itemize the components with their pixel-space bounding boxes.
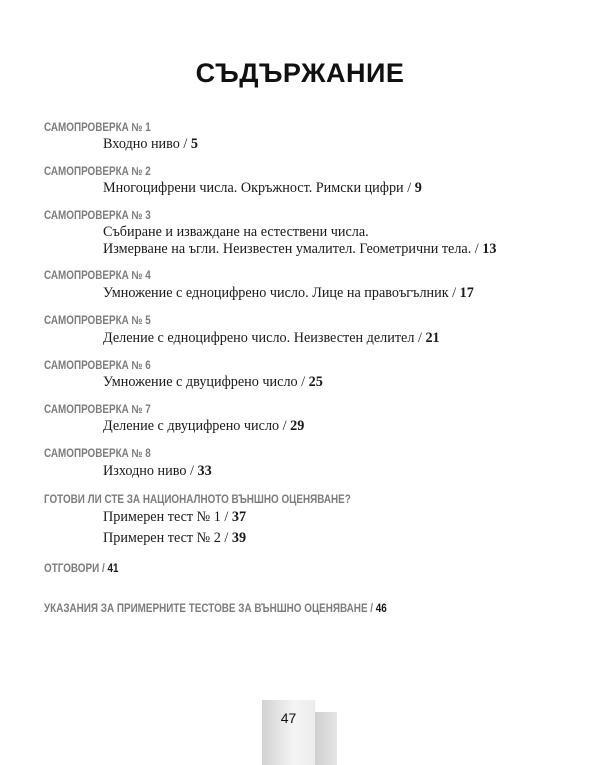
page-number: 47 [280, 710, 297, 726]
toc-line [103, 136, 198, 153]
section-heading-8: САМОПРОВЕРКА № 8 [44, 448, 151, 460]
toc-page-number: 37 [231, 509, 247, 525]
section-heading-7: САМОПРОВЕРКА № 7 [44, 404, 151, 416]
toc-line-text: Измерване на ъгли. Неизвестен умалител. Геометрични тела. / [103, 241, 483, 257]
section-heading-10 [44, 563, 118, 575]
toc-line [103, 224, 369, 241]
section-heading-5: САМОПРОВЕРКА № 5 [44, 315, 151, 327]
section-heading-9: ГОТОВИ ЛИ СТЕ ЗА НАЦИОНАЛНОТО ВЪНШНО ОЦЕНЯВАНЕ? [44, 494, 351, 506]
section-heading-2: САМОПРОВЕРКА № 2 [44, 166, 151, 178]
toc-line-text: Примерен тест № 2 / [103, 530, 232, 546]
toc-page-number: 17 [459, 285, 474, 301]
toc-line [103, 530, 246, 547]
section-heading-3: САМОПРОВЕРКА № 3 [44, 210, 151, 222]
toc-line [103, 374, 323, 391]
toc-line [103, 285, 474, 302]
section-heading-6: САМОПРОВЕРКА № 6 [44, 360, 151, 372]
toc-line-text: Деление с двуцифрено число / [103, 418, 291, 434]
toc-page-number: 25 [308, 374, 323, 390]
toc-line-text: Събиране и изваждане на естествени числа. [103, 224, 369, 240]
toc-line-text: Многоцифрени числа. Окръжност. Римски цифри / [103, 180, 415, 196]
toc-page-number: 41 [107, 563, 119, 575]
section-heading-4: САМОПРОВЕРКА № 4 [44, 270, 151, 282]
toc-line-text: Деление с едноцифрено число. Неизвестен делител / [103, 330, 426, 346]
toc-line [103, 418, 304, 435]
section-heading-11 [44, 603, 387, 615]
toc-line-text: Изходно ниво / [103, 463, 198, 479]
toc-line [103, 180, 422, 197]
toc-line [103, 330, 440, 347]
toc-page-number: 46 [375, 603, 387, 615]
toc-line-text: Примерен тест № 1 / [103, 509, 232, 525]
section-heading-text: ОТГОВОРИ / [44, 563, 108, 575]
toc-line [103, 463, 212, 480]
toc-page-number: 21 [425, 330, 440, 346]
toc-line-text: Умножение с едноцифрено число. Лице на правоъгълник / [103, 285, 460, 301]
toc-page-number: 9 [414, 180, 422, 196]
section-heading-1: САМОПРОВЕРКА № 1 [44, 122, 151, 134]
toc-line [103, 509, 246, 526]
section-heading-text: УКАЗАНИЯ ЗА ПРИМЕРНИТЕ ТЕСТОВЕ ЗА ВЪНШНО ОЦЕНЯВАНЕ / [44, 603, 376, 615]
page-number-tab-shadow [315, 712, 337, 765]
toc-page-number: 33 [197, 463, 212, 479]
toc-line-text: Умножение с двуцифрено число / [103, 374, 309, 390]
toc-page-number: 13 [482, 241, 497, 257]
toc-line [103, 241, 496, 258]
toc-line-text: Входно ниво / [103, 136, 191, 152]
toc-page-number: 29 [290, 418, 305, 434]
toc-page-number: 39 [231, 530, 247, 546]
page-title: СЪДЪРЖАНИЕ [195, 58, 405, 88]
toc-page-number: 5 [190, 136, 198, 152]
